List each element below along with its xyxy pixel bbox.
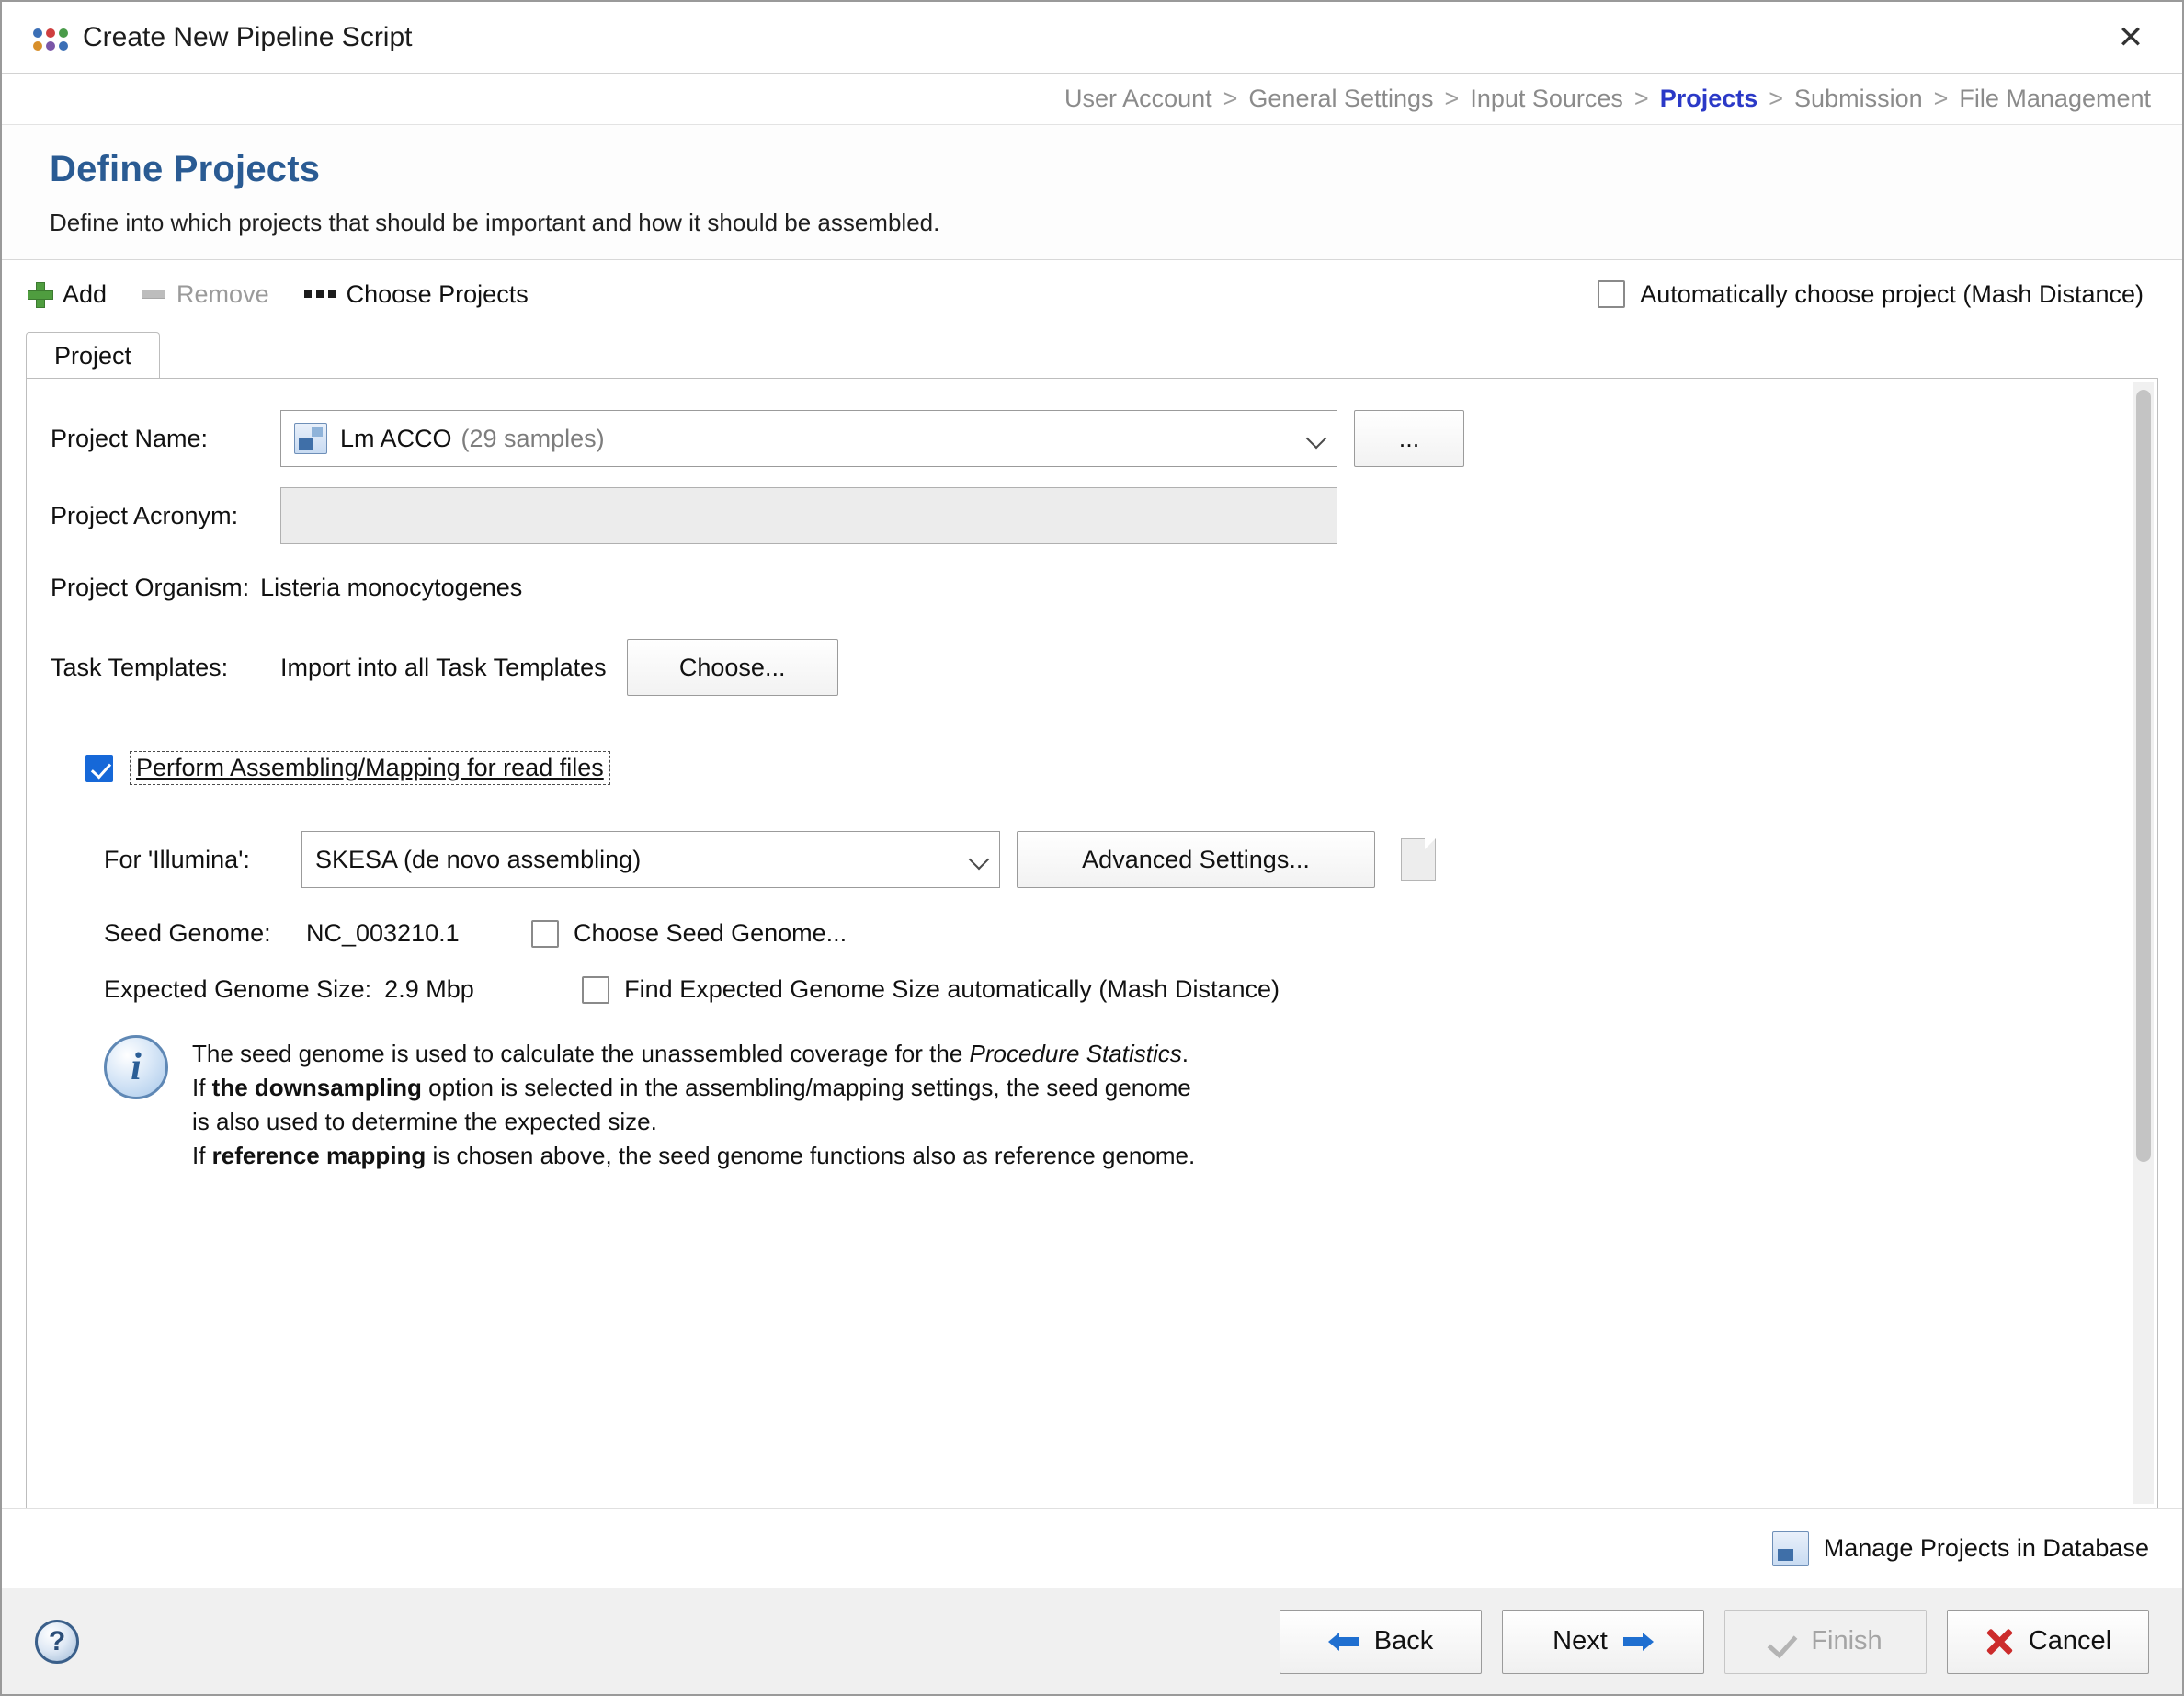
breadcrumb-separator: > bbox=[1933, 85, 1949, 112]
help-icon[interactable]: ? bbox=[35, 1620, 79, 1664]
plus-icon bbox=[28, 282, 51, 306]
info-text bbox=[192, 1035, 1195, 1173]
choose-projects-button[interactable] bbox=[304, 280, 529, 309]
back-button[interactable] bbox=[1280, 1610, 1482, 1674]
expected-genome-size-value: 2.9 Mbp bbox=[384, 975, 474, 1003]
info-line4-a: If bbox=[192, 1141, 212, 1169]
project-acronym-row bbox=[51, 487, 2100, 544]
illumina-row bbox=[104, 831, 2100, 888]
info-line1-b: . bbox=[1181, 1040, 1189, 1067]
auto-choose-project-label: Automatically choose project (Mash Distance) bbox=[1640, 279, 2144, 308]
add-button-label: Add bbox=[63, 279, 108, 308]
project-name-more-button[interactable]: ... bbox=[1354, 410, 1464, 467]
project-sample-count: (29 samples) bbox=[461, 424, 605, 452]
expected-genome-size-label: Expected Genome Size: bbox=[104, 975, 372, 1003]
scrollbar-thumb[interactable] bbox=[2136, 390, 2151, 1162]
advanced-settings-button[interactable]: Advanced Settings... bbox=[1017, 831, 1375, 888]
page-subtitle: Define into which projects that should be important and how it should be assembled. bbox=[50, 209, 940, 236]
next-button[interactable] bbox=[1502, 1610, 1704, 1674]
project-panel bbox=[26, 378, 2158, 1508]
panel-scrollbar[interactable] bbox=[2133, 382, 2154, 1504]
seed-genome-value: NC_003210.1 bbox=[306, 919, 460, 947]
toolbar bbox=[2, 260, 2182, 328]
project-name-row bbox=[51, 410, 2100, 467]
perform-assembly-row bbox=[51, 751, 2100, 785]
auto-choose-project-checkbox[interactable] bbox=[1598, 280, 1625, 308]
manage-projects-link[interactable]: Manage Projects in Database bbox=[1823, 1534, 2149, 1562]
breadcrumb bbox=[2, 74, 2182, 125]
arrow-right-icon bbox=[1622, 1630, 1654, 1654]
choose-seed-genome-label: Choose Seed Genome... bbox=[574, 919, 847, 947]
perform-assembly-label: Perform Assembling/Mapping for read files bbox=[130, 751, 610, 785]
expected-genome-size-row bbox=[104, 975, 2100, 1004]
chevron-down-icon bbox=[1307, 428, 1327, 449]
tab-project[interactable]: Project bbox=[26, 332, 160, 378]
project-acronym-input[interactable] bbox=[280, 487, 1337, 544]
breadcrumb-separator: > bbox=[1769, 85, 1784, 112]
illumina-assembler-select[interactable] bbox=[301, 831, 1000, 888]
info-line1-a: The seed genome is used to calculate the unassembled coverage for the bbox=[192, 1040, 970, 1067]
breadcrumb-item-submission[interactable]: Submission bbox=[1794, 85, 1923, 112]
illumina-assembler-value: SKESA (de novo assembling) bbox=[315, 845, 642, 873]
perform-assembly-checkbox[interactable] bbox=[85, 755, 113, 782]
illumina-label: For 'Illumina': bbox=[104, 845, 250, 873]
project-name-value: Lm ACCO bbox=[340, 424, 452, 452]
project-icon bbox=[294, 423, 327, 454]
find-genome-size-checkbox[interactable] bbox=[582, 976, 609, 1004]
breadcrumb-item-input-sources[interactable]: Input Sources bbox=[1470, 85, 1623, 112]
check-icon bbox=[1769, 1628, 1796, 1656]
task-templates-value: Import into all Task Templates bbox=[280, 653, 607, 681]
close-icon[interactable]: ✕ bbox=[2117, 19, 2144, 55]
footer-buttons bbox=[1280, 1610, 2149, 1674]
back-button-label: Back bbox=[1373, 1626, 1434, 1656]
finish-button-label: Finish bbox=[1811, 1626, 1883, 1656]
window-title: Create New Pipeline Script bbox=[83, 21, 413, 52]
info-line1-emphasis: Procedure Statistics bbox=[969, 1040, 1182, 1067]
info-box bbox=[104, 1035, 2100, 1173]
find-genome-size-label: Find Expected Genome Size automatically (Mash Distance) bbox=[624, 975, 1280, 1003]
page-header bbox=[2, 125, 2182, 260]
close-x-icon bbox=[1985, 1627, 2014, 1656]
breadcrumb-item-projects[interactable]: Projects bbox=[1659, 85, 1758, 112]
auto-choose-project-option bbox=[1598, 280, 2156, 309]
choose-projects-label: Choose Projects bbox=[346, 279, 529, 308]
task-templates-choose-button[interactable]: Choose... bbox=[627, 639, 838, 696]
info-line2-bold: the downsampling bbox=[211, 1073, 422, 1101]
task-templates-row bbox=[51, 639, 2100, 696]
seed-genome-label: Seed Genome: bbox=[104, 919, 271, 947]
project-form bbox=[27, 379, 2133, 1508]
info-line2-a: If bbox=[192, 1073, 212, 1101]
project-organism-row bbox=[51, 574, 2100, 602]
tab-strip bbox=[2, 328, 2182, 378]
project-acronym-label: Project Acronym: bbox=[51, 501, 239, 529]
task-templates-label: Task Templates: bbox=[51, 653, 229, 681]
title-bar bbox=[2, 2, 2182, 74]
arrow-left-icon bbox=[1328, 1630, 1359, 1654]
breadcrumb-item-general-settings[interactable]: General Settings bbox=[1248, 85, 1434, 112]
cancel-button-label: Cancel bbox=[2028, 1626, 2112, 1656]
info-icon: i bbox=[104, 1035, 168, 1099]
info-line4-bold: reference mapping bbox=[211, 1141, 427, 1169]
breadcrumb-item-user-account[interactable]: User Account bbox=[1064, 85, 1212, 112]
breadcrumb-item-file-management[interactable]: File Management bbox=[1959, 85, 2151, 112]
info-line3: is also used to determine the expected size. bbox=[192, 1107, 657, 1135]
document-icon[interactable] bbox=[1401, 838, 1436, 881]
page-title: Define Projects bbox=[50, 149, 321, 189]
project-name-label: Project Name: bbox=[51, 424, 209, 452]
manage-bar bbox=[2, 1508, 2182, 1588]
database-icon bbox=[1772, 1531, 1809, 1566]
minus-icon bbox=[142, 290, 165, 299]
finish-button[interactable] bbox=[1724, 1610, 1927, 1674]
breadcrumb-separator: > bbox=[1633, 85, 1649, 112]
info-line4-c: is chosen above, the seed genome functions also as reference genome. bbox=[426, 1141, 1196, 1169]
chevron-down-icon bbox=[970, 849, 990, 870]
app-logo-icon bbox=[28, 17, 68, 58]
ellipsis-icon bbox=[304, 290, 336, 298]
info-line2-c: option is selected in the assembling/mapping settings, the seed genome bbox=[421, 1073, 1191, 1101]
project-name-select[interactable] bbox=[280, 410, 1337, 467]
remove-button-label: Remove bbox=[176, 279, 269, 308]
choose-seed-genome-checkbox[interactable] bbox=[531, 920, 559, 948]
next-button-label: Next bbox=[1553, 1626, 1608, 1656]
project-organism-value: Listeria monocytogenes bbox=[260, 574, 523, 601]
remove-button[interactable] bbox=[142, 280, 269, 309]
dialog-footer bbox=[2, 1588, 2182, 1694]
add-button[interactable] bbox=[28, 280, 107, 309]
seed-genome-row bbox=[104, 919, 2100, 948]
breadcrumb-separator: > bbox=[1444, 85, 1460, 112]
breadcrumb-separator: > bbox=[1223, 85, 1238, 112]
project-organism-label: Project Organism: bbox=[51, 574, 250, 601]
cancel-button[interactable] bbox=[1947, 1610, 2149, 1674]
